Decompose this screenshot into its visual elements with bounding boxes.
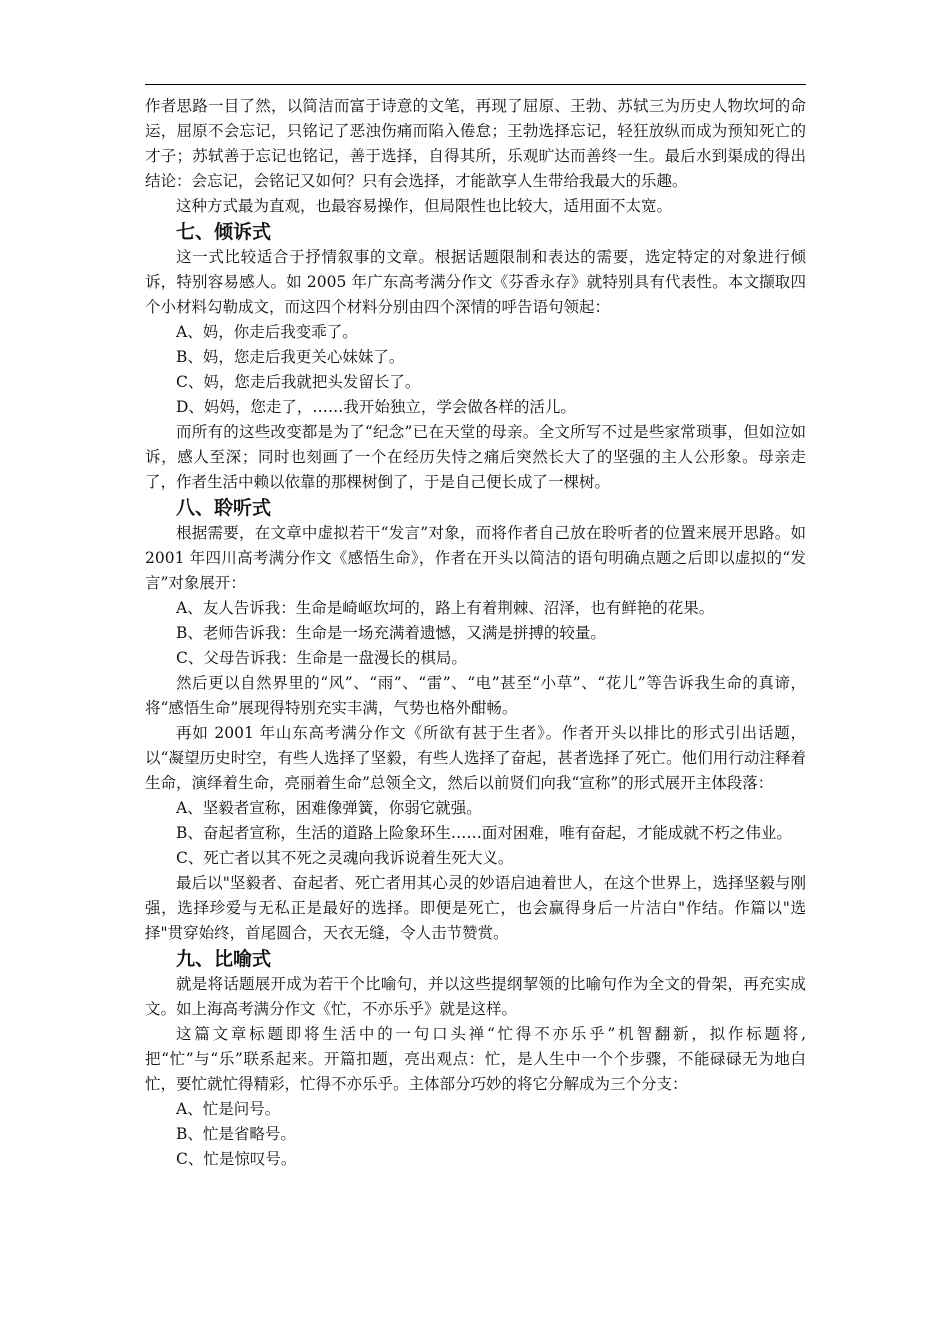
list-item: A、友人告诉我：生命是崎岖坎坷的，路上有着荆棘、沼泽，也有鲜艳的花果。 [176, 599, 715, 617]
list-item: B、老师告诉我：生命是一场充满着遗憾，又满是拼搏的较量。 [176, 624, 606, 642]
list-item: D、妈妈，您走了，……我开始独立，学会做各样的活儿。 [176, 398, 576, 416]
header-rule [145, 84, 806, 85]
paragraph: 而所有的这些改变都是为了“纪念”已在天堂的母亲。全文所写不过是些家常琐事，但如泣如诉，感人至深；同时也刻画了一个在经历失恃之痛后突然长大了的坚强的主人公形象。母亲走了，作者生活中赖以依靠的那棵树倒了，于是自己便长成了一棵树。 [145, 423, 806, 491]
list-item: C、妈，您走后我就把头发留长了。 [176, 373, 421, 391]
list-item: A、忙是问号。 [176, 1100, 281, 1118]
paragraph: 就是将话题展开成为若干个比喻句，并以这些提纲挈领的比喻句作为全文的骨架，再充实成文。如上海高考满分作文《忙，不亦乐乎》就是这样。 [145, 975, 806, 1018]
paragraph: 再如 2001 年山东高考满分作文《所欲有甚于生者》。作者开头以排比的形式引出话题，以“凝望历史时空，有些人选择了坚毅，有些人选择了奋起，甚者选择了死亡。他们用行动注释着生命，演绎着生命，亮丽着生命”总领全文，然后以前贤们向我“宣称”的形式展开主体段落： [145, 724, 806, 792]
list-item: C、父母告诉我：生命是一盘漫长的棋局。 [176, 649, 467, 667]
paragraph: 这种方式最为直观，也最容易操作，但局限性也比较大，适用面不太宽。 [176, 197, 673, 215]
paragraph: 最后以"坚毅者、奋起者、死亡者用其心灵的妙语启迪着世人，在这个世界上，选择坚毅与刚强，选择珍爱与无私正是最好的选择。即便是死亡，也会赢得身后一片洁白"作结。作篇以"选择"贯穿始终，首尾圆合，天衣无缝，令人击节赞赏。 [145, 874, 806, 942]
list-item: C、忙是惊叹号。 [176, 1150, 297, 1168]
paragraph: 这篇文章标题即将生活中的一句口头禅“忙得不亦乐乎”机智翻新，拟作标题将,把“忙”与“乐”联系起来。开篇扣题，亮出观点：忙，是人生中一个个步骤，不能碌碌无为地白忙，要忙就忙得精彩，忙得不亦乐乎。主体部分巧妙的将它分解成为三个分支： [145, 1025, 806, 1093]
paragraph: 作者思路一目了然，以简洁而富于诗意的文笔，再现了屈原、王勃、苏轼三为历史人物坎坷的命运，屈原不会忘记，只铭记了恶浊伤痛而陷入倦怠；王勃选择忘记，轻狂放纵而成为预知死亡的才子；苏轼善于忘记也铭记，善于选择，自得其所，乐观旷达而善终一生。最后水到渠成的得出结论：会忘记，会铭记又如何？只有会选择，才能歆享人生带给我最大的乐趣。 [145, 97, 806, 190]
list-item: B、奋起者宣称，生活的道路上险象环生……面对困难，唯有奋起，才能成就不朽之伟业。 [176, 824, 792, 842]
paragraph: 这一式比较适合于抒情叙事的文章。根据话题限制和表达的需要，选定特定的对象进行倾诉，特别容易感人。如 2005 年广东高考满分作文《芬香永存》就特别具有代表性。本文撷取四个小材料勾勒成文，而这四个材料分别由四个深情的呼告语句领起： [145, 248, 806, 316]
section-heading: 九、比喻式 [176, 948, 272, 970]
document-body [145, 94, 806, 1172]
paragraph: 根据需要，在文章中虚拟若干“发言”对象，而将作者自己放在聆听者的位置来展开思路。如 2001 年四川高考满分作文《感悟生命》，作者在开头以简洁的语句明确点题之后即以虚拟的“发言”对象展开： [145, 524, 806, 592]
list-item: B、妈，您走后我更关心妹妹了。 [176, 348, 405, 366]
section-heading: 七、倾诉式 [176, 221, 272, 243]
list-item: C、死亡者以其不死之灵魂向我诉说着生死大义。 [176, 849, 514, 867]
list-item: A、坚毅者宣称，困难像弹簧，你弱它就强。 [176, 799, 482, 817]
paragraph: 然后更以自然界里的“风”、“雨”、“雷”、“电”甚至“小草”、“花儿”等告诉我生命的真谛，将“感悟生命”展现得特别充实丰满，气势也格外酣畅。 [145, 674, 806, 717]
list-item: A、妈，你走后我变乖了。 [176, 323, 358, 341]
list-item: B、忙是省略号。 [176, 1125, 296, 1143]
section-heading: 八、聆听式 [176, 497, 272, 519]
